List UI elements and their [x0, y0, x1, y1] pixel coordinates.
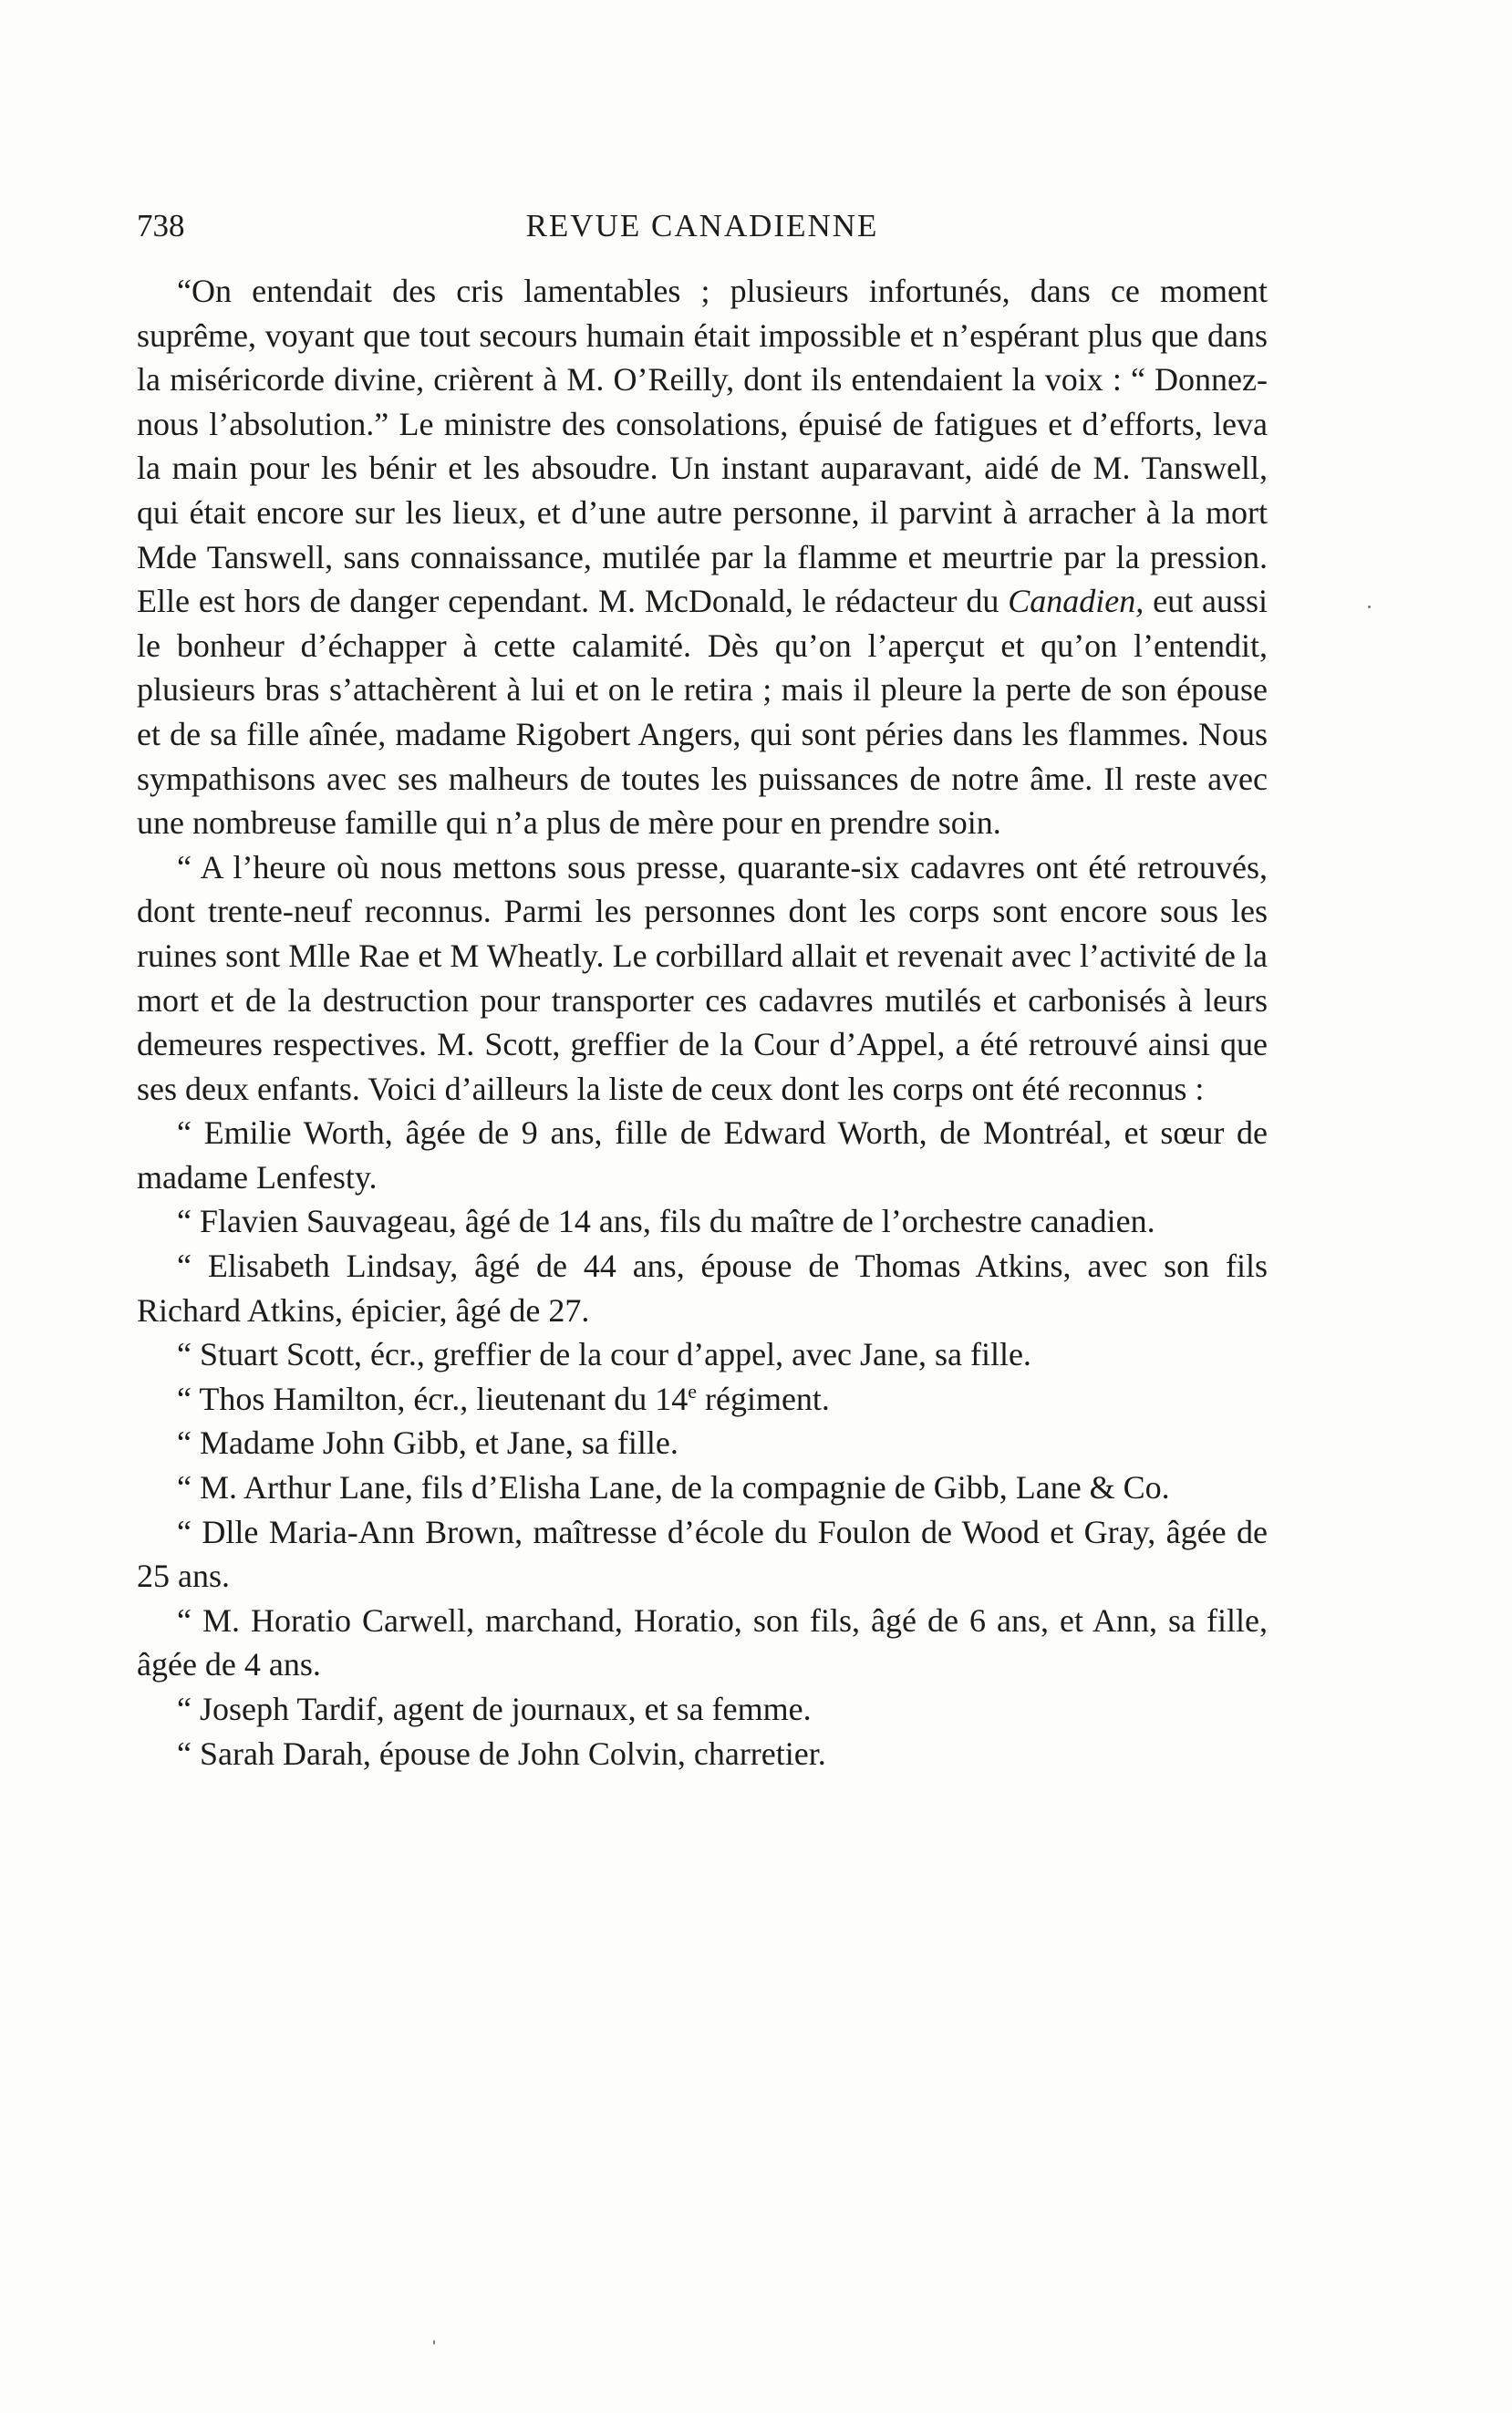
victim-entry-brown: “ Dlle Maria-Ann Brown, maîtresse d’école du Foulon de Wood et Gray, âgée de 25 ans.: [137, 1513, 1268, 1595]
victim-entry-gibb: “ Madame John Gibb, et Jane, sa fille.: [177, 1424, 678, 1462]
scan-speck: [433, 2340, 435, 2345]
paragraph-1: [137, 269, 1268, 845]
paragraph-1-text-a: “On entendait des cris lamentables ; plusieurs infortunés, dans ce moment suprême, voyant que tout secours humain était impossible et n’espérant plus que dans la miséricorde divine, crièrent à M. O’Reilly, dont ils entendaient la voix : “ Donnez-nous l’absolution.” Le ministre des consolations, épuisé de fatigues et d’efforts, leva la main pour les bénir et les absoudre. Un instant auparavant, aidé de M. Tanswell, qui était encore sur les lieux, et d’une autre personne, il parvint à arracher à la mort Mde Tanswell, sans connaissance, mutilée par la flamme et meurtrie par la pression. Elle est hors de danger cependant. M. McDonald, le rédacteur du: [137, 273, 1268, 620]
victim-entry-worth: “ Emilie Worth, âgée de 9 ans, fille de Edward Worth, de Montréal, et sœur de madame Lenfesty.: [137, 1114, 1268, 1196]
victim-entry-carwell: “ M. Horatio Carwell, marchand, Horatio, son fils, âgé de 6 ans, et Ann, sa fille, âgée de 4 ans.: [137, 1601, 1268, 1683]
victim-entry-darah: “ Sarah Darah, épouse de John Colvin, charretier.: [177, 1735, 826, 1772]
victim-entry-hamilton-text-a: “ Thos Hamilton, écr., lieutenant du 14: [177, 1380, 689, 1417]
newspaper-title-canadien: Canadien,: [1008, 583, 1144, 620]
victim-entry-hamilton-text-b: régiment.: [696, 1380, 830, 1417]
article-body: [137, 269, 1268, 1776]
victim-entry-tardif: “ Joseph Tardif, agent de journaux, et sa femme.: [177, 1691, 812, 1727]
page-header: [137, 208, 1268, 263]
victim-entry-sauvageau: “ Flavien Sauvageau, âgé de 14 ans, fils du maître de l’orchestre canadien.: [177, 1203, 1155, 1240]
victim-entry-hamilton: [137, 1377, 1268, 1422]
victim-entry-scott: “ Stuart Scott, écr., greffier de la cour d’appel, avec Jane, sa fille.: [177, 1336, 1031, 1373]
paragraph-1-text-b: eut aussi le bonheur d’échapper à cette calamité. Dès qu’on l’aperçut et qu’on l’entendit, plusieurs bras s’attachèrent à lui et on le retira ; mais il pleure la perte de son épouse et de sa fille aînée, madame Rigobert Angers, qui sont péries dans les flammes. Nous sympathisons avec ses malheurs de toutes les puissances de notre âme. Il reste avec une nombreuse famille qui n’a plus de mère pour en prendre soin.: [137, 583, 1268, 842]
victim-entry-lane: “ M. Arthur Lane, fils d’Elisha Lane, de la compagnie de Gibb, Lane & Co.: [177, 1469, 1170, 1507]
scan-speck: [1368, 606, 1371, 608]
victim-entry-lindsay: “ Elisabeth Lindsay, âgé de 44 ans, épouse de Thomas Atkins, avec son fils Richard Atkins, épicier, âgé de 27.: [137, 1248, 1268, 1329]
running-title: REVUE CANADIENNE: [525, 208, 879, 243]
page-number: 738: [137, 208, 185, 243]
paragraph-2: “ A l’heure où nous mettons sous presse, quarante-six cadavres ont été retrouvés, dont trente-neuf reconnus. Parmi les personnes dont les corps sont encore sous les ruines sont Mlle Rae et M Wheatly. Le corbillard allait et revenait avec l’activité de la mort et de la destruction pour transporter ces cadavres mutilés et carbonisés à leurs demeures respectives. M. Scott, greffier de la Cour d’Appel, a été retrouvé ainsi que ses deux enfants. Voici d’ailleurs la liste de ceux dont les corps ont été reconnus :: [137, 848, 1268, 1107]
ordinal-superscript: e: [688, 1379, 697, 1403]
